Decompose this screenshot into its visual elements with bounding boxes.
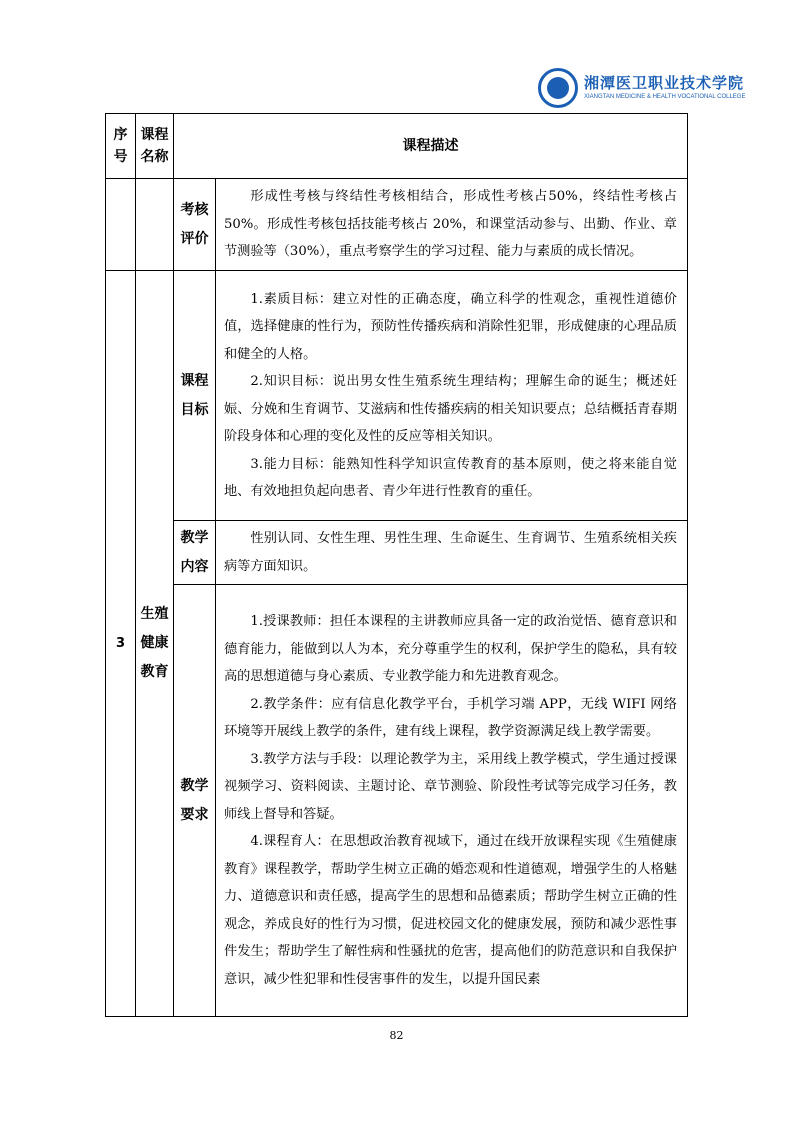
college-emblem-icon <box>538 68 578 108</box>
table-header-row <box>106 114 688 179</box>
goals-description: 1.素质目标：建立对性的正确态度，确立科学的性观念，重视性道德价值，选择健康的性行为，预防性传播疾病和消除性犯罪，形成健康的心理品质和健全的人格。 2.知识目标：说出男女性生殖系统生理结构；理解生命的诞生；概述妊娠、分娩和生育调节、艾滋病和性传播疾病的相关知识要点；总结概括青春期阶段身体和心理的变化及性的反应等相关知识。 3.能力目标：能熟知性科学知识宣传教育的基本原则，使之将来能自觉地、有效地担负起向患者、青少年进行性教育的重任。 <box>216 271 688 521</box>
assessment-label: 考核 评价 <box>174 179 216 271</box>
content-description: 性别认同、女性生理、男性生理、生命诞生、生育调节、生殖系统相关疾病等方面知识。 <box>216 521 688 585</box>
table-row <box>106 179 688 271</box>
header-course-name: 课程 名称 <box>136 114 174 179</box>
header-course-description: 课程描述 <box>174 114 688 179</box>
course-number: 3 <box>106 271 136 1017</box>
table-row <box>106 521 688 585</box>
college-name: 湘潭医卫职业技术学院 <box>584 74 745 92</box>
goals-label: 课程 目标 <box>174 271 216 521</box>
course-name: 生殖 健康 教育 <box>136 271 174 1017</box>
college-logo <box>538 66 746 112</box>
table-row <box>106 585 688 1017</box>
header-seq: 序 号 <box>106 114 136 179</box>
requirements-description: 1.授课教师：担任本课程的主讲教师应具备一定的政治觉悟、德育意识和德育能力，能做到以人为本，充分尊重学生的权利，保护学生的隐私，具有较高的思想道德与身心素质、专业教学能力和先进教育观念。 2.教学条件：应有信息化教学平台，手机学习端 APP，无线 WIFI 网络环境等开展线上教学的条件，建有线上课程，教学资源满足线上教学需要。 3.教学方法与手段：以理论教学为主，采用线上教学模式，学生通过授课视频学习、资料阅读、主题讨论、章节测验、阶段性考试等完成学习任务，教师线上督导和答疑。 4.课程育人：在思想政治教育视域下，通过在线开放课程实现《生殖健康教育》课程教学，帮助学生树立正确的婚恋观和性道德观，增强学生的人格魅力、道德意识和责任感，提高学生的思想和品德素质；帮助学生树立正确的性观念，养成良好的性行为习惯，促进校园文化的健康发展，预防和减少恶性事件发生；帮助学生了解性病和性骚扰的危害，提高他们的防范意识和自我保护意识，减少性犯罪和性侵害事件的发生，以提升国民素 <box>216 585 688 1017</box>
empty-name-cell <box>136 179 174 271</box>
requirements-label: 教学 要求 <box>174 585 216 1017</box>
content-label: 教学 内容 <box>174 521 216 585</box>
empty-seq-cell <box>106 179 136 271</box>
assessment-description: 形成性考核与终结性考核相结合，形成性考核占50%，终结性考核占50%。形成性考核包括技能考核占 20%，和课堂活动参与、出勤、作业、章节测验等（30%），重点考察学生的学习过程、能力与素质的成长情况。 <box>216 179 688 271</box>
table-row <box>106 271 688 521</box>
page-number: 82 <box>389 1029 404 1042</box>
course-table <box>105 113 688 1017</box>
college-english-name: XIANGTAN MEDICINE & HEALTH VOCATIONAL COLLEGE <box>584 94 746 100</box>
